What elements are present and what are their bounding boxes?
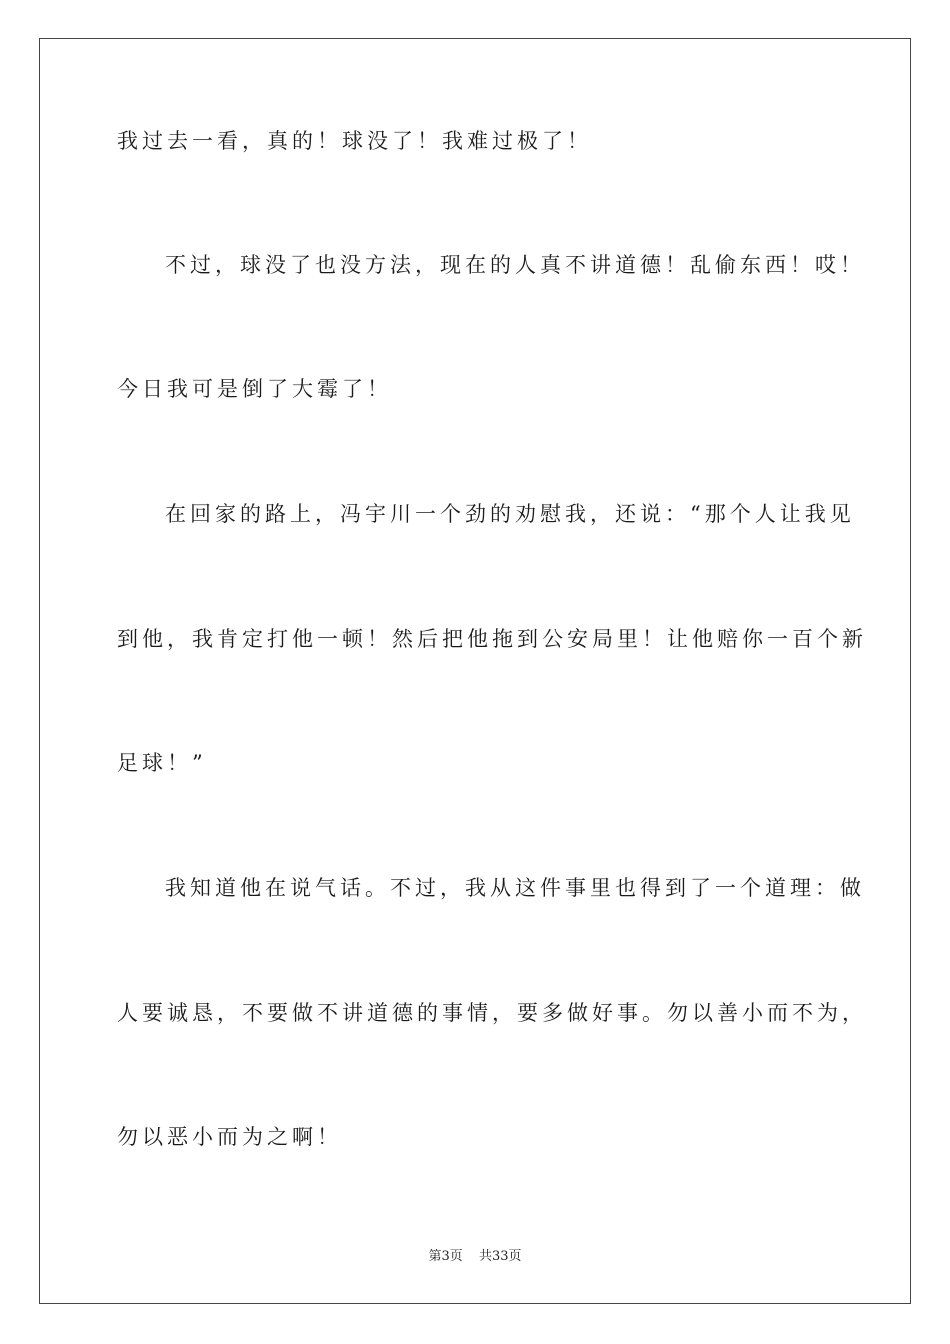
text-line: 我知道他在说气话。不过，我从这件事里也得到了一个道理：做	[165, 876, 865, 900]
text-line: 足球！”	[117, 751, 207, 775]
text-line: 人要诚恳，不要做不讲道德的事情，要多做好事。勿以善小而不为，	[117, 1001, 867, 1025]
page-number: 第3页	[428, 1249, 463, 1264]
text-line: 在回家的路上，冯宇川一个劲的劝慰我，还说：“那个人让我见	[165, 502, 855, 526]
page-footer	[0, 1245, 950, 1264]
text-line: 不过，球没了也没方法，现在的人真不讲道德！乱偷东西！哎！	[165, 253, 865, 277]
text-line: 到他，我肯定打他一顿！然后把他拖到公安局里！让他赔你一百个新	[117, 627, 867, 651]
text-line: 今日我可是倒了大霉了！	[117, 377, 392, 401]
page-total: 共33页	[478, 1249, 522, 1264]
text-line: 勿以恶小而为之啊！	[117, 1125, 342, 1149]
text-line: 我过去一看，真的！球没了！我难过极了！	[117, 129, 592, 153]
page-frame	[39, 38, 911, 1304]
